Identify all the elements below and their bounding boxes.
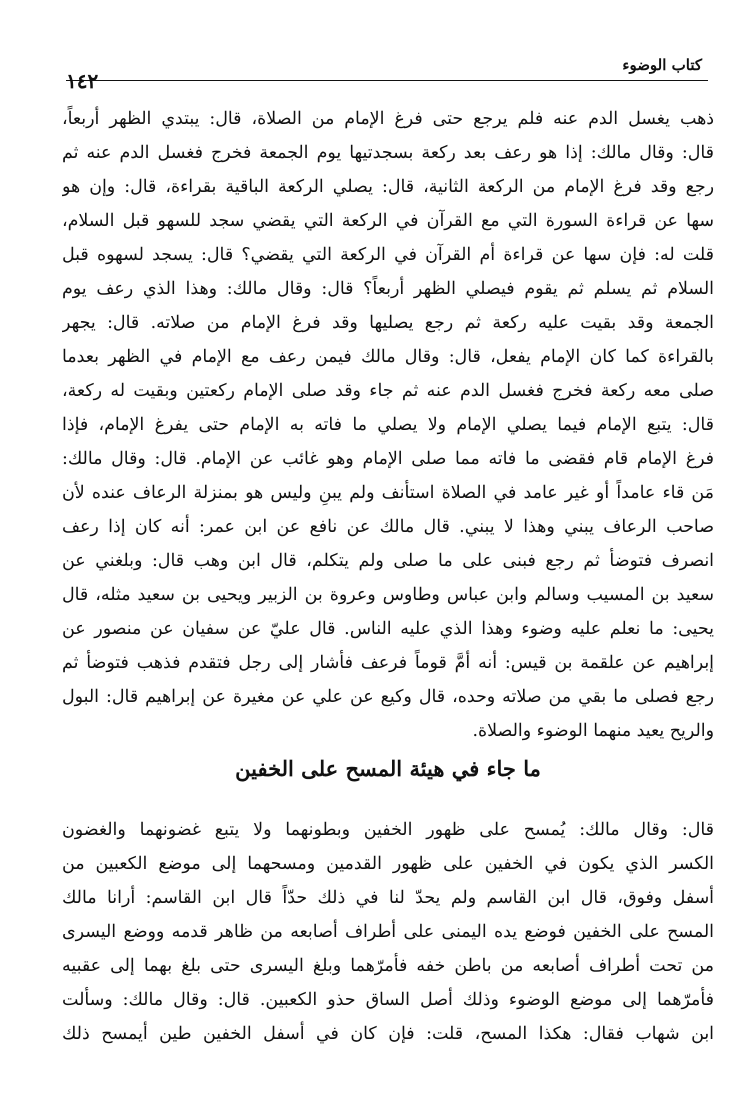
text-line: بالقراءة كما كان الإمام يفعل، قال: وقال مالك فيمن رعف مع الإمام في الظهر بعدما bbox=[62, 347, 714, 367]
paragraph-1 bbox=[62, 102, 714, 748]
text-line: مَن قاء عامداً أو غير عامد في الصلاة استأنف ولم يبنِ وليس هو بمنزلة الرعاف عنده لأن bbox=[62, 483, 714, 503]
text-line: صلى معه ركعة فخرج فغسل الدم عنه ثم جاء وقد صلى الإمام ركعتين وبقيت له ركعة، bbox=[62, 381, 714, 401]
text-line: الكسر الذي يكون في الخفين على ظهور القدمين ومسحهما إلى موضع الكعبين من bbox=[62, 854, 714, 874]
text-line: يحيى: ما نعلم عليه وضوء وهذا الذي عليه الناس. قال عليّ عن سفيان عن منصور عن bbox=[62, 619, 714, 639]
text-line: قال: وقال مالك: يُمسح على ظهور الخفين وبطونهما ولا يتبع غضونهما والغضون bbox=[62, 820, 714, 840]
text-line: السلام ثم يسلم ثم يقوم فيصلي الظهر أربعاً؟ قال: وقال مالك: وهذا الذي رعف يوم bbox=[62, 279, 714, 299]
text-line: والريح يعيد منهما الوضوء والصلاة. bbox=[472, 721, 714, 741]
text-line: من تحت أطراف أصابعه من باطن خفه فأمرّهما وبلغ اليسرى حتى بلغ بهما إلى عقبيه bbox=[62, 956, 714, 976]
section-title: ما جاء في هيئة المسح على الخفين bbox=[235, 756, 541, 781]
paragraph-2 bbox=[62, 813, 714, 1051]
text-line: سها عن قراءة السورة التي مع القرآن في الركعة التي يقضي سجد للسهو قبل السلام، bbox=[62, 211, 714, 231]
text-line: إبراهيم عن علقمة بن قيس: أنه أمَّ قوماً فرعف فأشار إلى رجل فتقدم فذهب فتوضأ ثم bbox=[62, 653, 714, 673]
text-line: فأمرّهما إلى موضع الوضوء وذلك أصل الساق حذو الكعبين. قال: وقال مالك: وسألت bbox=[62, 990, 714, 1010]
text-line: فرغ الإمام قام فقضى ما فاته مما صلى الإمام وهو غائب عن الإمام. قال: وقال مالك: bbox=[62, 449, 714, 469]
text-line: ابن شهاب فقال: هكذا المسح، قلت: فإن كان في أسفل الخفين طين أيمسح ذلك bbox=[62, 1024, 714, 1044]
page-number: ١٤٢ bbox=[66, 69, 99, 93]
text-line: سعيد بن المسيب وسالم وابن عباس وطاوس وعروة بن الزبير ويحيى بن سعيد مثله، قال bbox=[62, 585, 714, 605]
text-line: الجمعة وقد بقيت عليه ركعة ثم رجع يصليها وقد فرغ الإمام من صلاته. قال: يجهر bbox=[62, 313, 714, 333]
text-line: رجع وقد فرغ الإمام من الركعة الثانية، قال: يصلي الركعة الباقية بقراءة، قال: وإن هو bbox=[62, 177, 714, 197]
text-line: قلت له: فإن سها عن قراءة أم القرآن في الركعة التي يقضي؟ قال: يسجد لسهوه قبل bbox=[62, 245, 714, 265]
text-line: رجع فصلى ما بقي من صلاته وحده، قال وكيع عن علي عن مغيرة عن إبراهيم قال: البول bbox=[62, 687, 714, 707]
text-line: قال: يتبع الإمام فيما يصلي الإمام ولا يصلي ما فاته به الإمام حتى يفرغ الإمام، فإذا bbox=[62, 415, 714, 435]
running-head-title: كتاب الوضوء bbox=[622, 56, 702, 74]
text-line: انصرف فتوضأ ثم رجع فبنى على ما صلى ولم يتكلم، قال ابن وهب قال: وبلغني عن bbox=[62, 551, 714, 571]
text-line: أسفل وفوق، قال ابن القاسم ولم يحدّ لنا في ذلك حدّاً قال ابن القاسم: أرانا مالك bbox=[62, 888, 714, 908]
text-line: قال: وقال مالك: إذا هو رعف بعد ركعة بسجدتيها يوم الجمعة فخرج فغسل الدم عنه ثم bbox=[62, 143, 714, 163]
text-line: المسح على الخفين فوضع يده اليمنى على أطراف أصابعه من ظاهر قدمه ووضع اليسرى bbox=[62, 922, 714, 942]
header-rule bbox=[66, 80, 708, 81]
text-line: ذهب يغسل الدم عنه فلم يرجع حتى فرغ الإمام من الصلاة، قال: يبتدي الظهر أربعاً، bbox=[62, 109, 714, 129]
text-line: صاحب الرعاف يبني وهذا لا يبني. قال مالك عن نافع عن ابن عمر: أنه كان إذا رعف bbox=[62, 517, 714, 537]
